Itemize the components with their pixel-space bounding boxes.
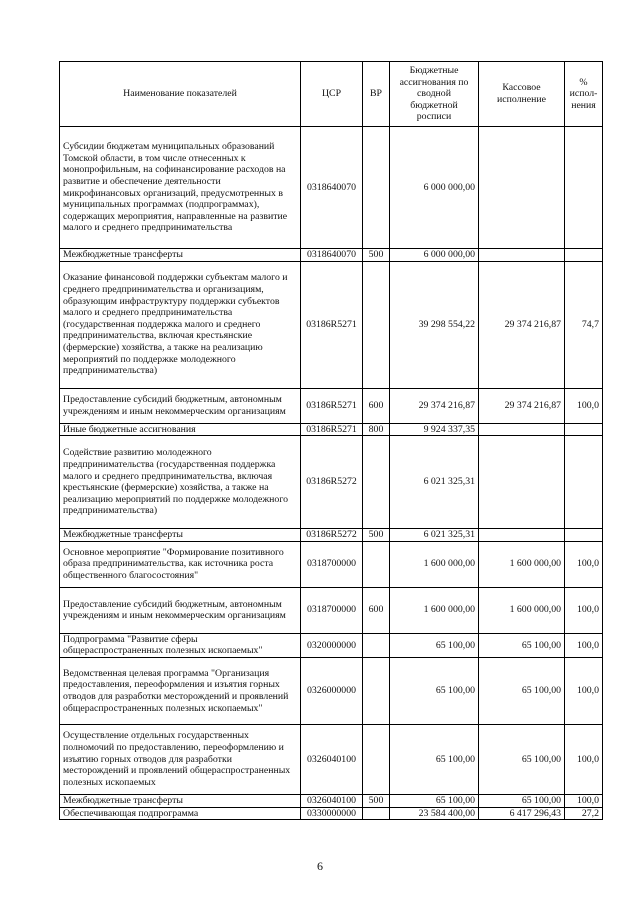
table-row bbox=[60, 807, 603, 820]
vr-code bbox=[363, 724, 390, 794]
header-vr: ВР bbox=[363, 62, 390, 127]
vr-code: 500 bbox=[363, 249, 390, 262]
execution-percent: 100,0 bbox=[565, 724, 603, 794]
execution-percent: 74,7 bbox=[565, 261, 603, 388]
budget-amount: 65 100,00 bbox=[390, 657, 479, 724]
indicator-name: Иные бюджетные ассигнования bbox=[60, 423, 301, 436]
indicator-name: Основное мероприятие "Формирование позитивного образа предпринимательства, как источника роста общественного благосостояния" bbox=[60, 541, 301, 587]
budget-amount: 65 100,00 bbox=[390, 794, 479, 807]
table-row bbox=[60, 423, 603, 436]
budget-execution-table bbox=[59, 61, 603, 820]
cash-amount: 1 600 000,00 bbox=[479, 587, 565, 633]
indicator-name: Межбюджетные трансферты bbox=[60, 249, 301, 262]
table-row bbox=[60, 388, 603, 423]
budget-amount: 6 021 325,31 bbox=[390, 529, 479, 542]
table-row bbox=[60, 529, 603, 542]
indicator-name: Обеспечивающая подпрограмма bbox=[60, 807, 301, 820]
header-csr: ЦСР bbox=[301, 62, 363, 127]
vr-code: 600 bbox=[363, 388, 390, 423]
cash-amount bbox=[479, 127, 565, 249]
cash-amount bbox=[479, 436, 565, 529]
header-name: Наименование показателей bbox=[60, 62, 301, 127]
budget-amount: 65 100,00 bbox=[390, 724, 479, 794]
indicator-name: Осуществление отдельных государственных полномочий по предоставлению, переоформлению и изъятию горных отводов для разработки месторождений и проявлений общераспространенных полезных ископаемых bbox=[60, 724, 301, 794]
cash-amount: 6 417 296,43 bbox=[479, 807, 565, 820]
vr-code bbox=[363, 657, 390, 724]
indicator-name: Ведомственная целевая программа "Организация предоставления, переоформления и изъятия горных отводов для разработки месторождений и проявлений общераспространенных полезных ископаемых" bbox=[60, 657, 301, 724]
execution-percent: 100,0 bbox=[565, 633, 603, 657]
csr-code: 0326000000 bbox=[301, 657, 363, 724]
execution-percent bbox=[565, 249, 603, 262]
execution-percent: 100,0 bbox=[565, 587, 603, 633]
cash-amount: 1 600 000,00 bbox=[479, 541, 565, 587]
cash-amount: 29 374 216,87 bbox=[479, 261, 565, 388]
csr-code: 0326040100 bbox=[301, 794, 363, 807]
indicator-name: Межбюджетные трансферты bbox=[60, 794, 301, 807]
budget-amount: 29 374 216,87 bbox=[390, 388, 479, 423]
csr-code: 0320000000 bbox=[301, 633, 363, 657]
table-header-row bbox=[60, 62, 603, 127]
execution-percent: 100,0 bbox=[565, 657, 603, 724]
header-budget: Бюджетные ассигнования по сводной бюджетной росписи bbox=[390, 62, 479, 127]
table-row bbox=[60, 541, 603, 587]
execution-percent bbox=[565, 529, 603, 542]
cash-amount bbox=[479, 423, 565, 436]
table-row bbox=[60, 587, 603, 633]
vr-code bbox=[363, 541, 390, 587]
csr-code: 03186R5271 bbox=[301, 423, 363, 436]
table-row bbox=[60, 436, 603, 529]
indicator-name: Предоставление субсидий бюджетным, автономным учреждениям и иным некоммерческим организациям bbox=[60, 587, 301, 633]
page-number: 6 bbox=[317, 859, 323, 873]
execution-percent: 27,2 bbox=[565, 807, 603, 820]
vr-code bbox=[363, 436, 390, 529]
cash-amount bbox=[479, 249, 565, 262]
execution-percent: 100,0 bbox=[565, 794, 603, 807]
budget-amount: 23 584 400,00 bbox=[390, 807, 479, 820]
csr-code: 03186R5272 bbox=[301, 436, 363, 529]
header-cash: Кассовое исполнение bbox=[479, 62, 565, 127]
csr-code: 0326040100 bbox=[301, 724, 363, 794]
table-row bbox=[60, 127, 603, 249]
budget-amount: 6 021 325,31 bbox=[390, 436, 479, 529]
indicator-name: Предоставление субсидий бюджетным, автономным учреждениям и иным некоммерческим организациям bbox=[60, 388, 301, 423]
csr-code: 0318700000 bbox=[301, 587, 363, 633]
vr-code: 600 bbox=[363, 587, 390, 633]
vr-code: 500 bbox=[363, 529, 390, 542]
table-row bbox=[60, 633, 603, 657]
csr-code: 03186R5271 bbox=[301, 261, 363, 388]
header-percent: % испол-нения bbox=[565, 62, 603, 127]
table-row bbox=[60, 261, 603, 388]
vr-code bbox=[363, 807, 390, 820]
cash-amount: 29 374 216,87 bbox=[479, 388, 565, 423]
execution-percent: 100,0 bbox=[565, 388, 603, 423]
budget-amount: 9 924 337,35 bbox=[390, 423, 479, 436]
budget-amount: 6 000 000,00 bbox=[390, 127, 479, 249]
budget-amount: 65 100,00 bbox=[390, 633, 479, 657]
budget-amount: 1 600 000,00 bbox=[390, 587, 479, 633]
execution-percent bbox=[565, 127, 603, 249]
indicator-name: Содействие развитию молодежного предпринимательства (государственная поддержка малого и среднего предпринимательства, включая крестьянские (фермерские) хозяйства, а также на реализацию мероприятий по поддержке молодежного предпринимательства) bbox=[60, 436, 301, 529]
csr-code: 0318700000 bbox=[301, 541, 363, 587]
csr-code: 03186R5272 bbox=[301, 529, 363, 542]
csr-code: 0318640070 bbox=[301, 249, 363, 262]
budget-amount: 1 600 000,00 bbox=[390, 541, 479, 587]
table-row bbox=[60, 249, 603, 262]
table-row bbox=[60, 657, 603, 724]
cash-amount: 65 100,00 bbox=[479, 794, 565, 807]
vr-code bbox=[363, 127, 390, 249]
indicator-name: Оказание финансовой поддержки субъектам малого и среднего предпринимательства и организациям, образующим инфраструктуру поддержки субъектов малого и среднего предпринимательства (государственная поддержка малого и среднего предпринимательства, включая крестьянские (фермерские) хозяйства, а также на реализацию мероприятий по поддержке молодежного предпринимательства) bbox=[60, 261, 301, 388]
budget-amount: 6 000 000,00 bbox=[390, 249, 479, 262]
indicator-name: Подпрограмма "Развитие сферы общераспространенных полезных ископаемых" bbox=[60, 633, 301, 657]
cash-amount: 65 100,00 bbox=[479, 633, 565, 657]
table-body bbox=[60, 127, 603, 820]
vr-code: 800 bbox=[363, 423, 390, 436]
indicator-name: Субсидии бюджетам муниципальных образований Томской области, в том числе отнесенных к монопрофильным, на софинансирование расходов на развитие и обеспечение деятельности микрофинансовых организаций, предусмотренных в муниципальных программах (подпрограммах), содержащих мероприятия, направленные на развитие малого и среднего предпринимательства bbox=[60, 127, 301, 249]
csr-code: 0330000000 bbox=[301, 807, 363, 820]
table-row bbox=[60, 724, 603, 794]
vr-code: 500 bbox=[363, 794, 390, 807]
csr-code: 0318640070 bbox=[301, 127, 363, 249]
execution-percent bbox=[565, 436, 603, 529]
csr-code: 03186R5271 bbox=[301, 388, 363, 423]
execution-percent: 100,0 bbox=[565, 541, 603, 587]
cash-amount bbox=[479, 529, 565, 542]
table-row bbox=[60, 794, 603, 807]
budget-amount: 39 298 554,22 bbox=[390, 261, 479, 388]
indicator-name: Межбюджетные трансферты bbox=[60, 529, 301, 542]
vr-code bbox=[363, 261, 390, 388]
vr-code bbox=[363, 633, 390, 657]
cash-amount: 65 100,00 bbox=[479, 724, 565, 794]
cash-amount: 65 100,00 bbox=[479, 657, 565, 724]
execution-percent bbox=[565, 423, 603, 436]
